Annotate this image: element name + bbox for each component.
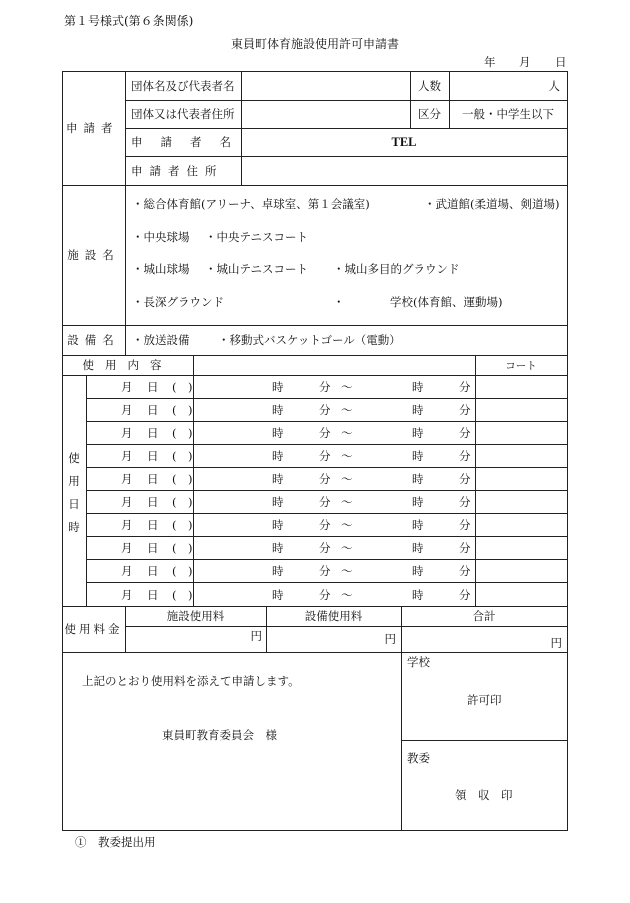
usage-tilde: 〜 — [341, 448, 353, 463]
usage-date-row[interactable] — [86, 421, 567, 444]
facility-school[interactable]: 学校(体育館、運動場) — [390, 295, 503, 309]
usage-end-hour: 時 — [412, 517, 424, 532]
facility-school-bullet: ・ — [333, 295, 345, 309]
usage-day: 日 — [147, 379, 159, 394]
usage-month: 月 — [121, 587, 133, 602]
usage-weekday: ( ) — [172, 425, 193, 440]
usage-start-hour: 時 — [272, 587, 284, 602]
usage-day: 日 — [147, 448, 159, 463]
form-number: 第１号様式(第６条関係) — [64, 14, 194, 28]
usage-start-minute: 分 — [319, 494, 331, 509]
usage-end-hour: 時 — [412, 379, 424, 394]
usage-weekday: ( ) — [172, 379, 193, 394]
group-name-field[interactable] — [242, 72, 409, 99]
usage-day: 日 — [147, 471, 159, 486]
permission-stamp: 許可印 — [467, 693, 502, 707]
usage-start-minute: 分 — [319, 471, 331, 486]
usage-month: 月 — [121, 540, 133, 555]
usage-start-hour: 時 — [272, 425, 284, 440]
category-options: 一般・中学生以下 — [462, 107, 554, 121]
equipment-basketball-goal[interactable]: ・移動式バスケットゴール（電動） — [218, 333, 401, 347]
applicant-address-field[interactable] — [242, 157, 566, 184]
usage-tilde: 〜 — [341, 425, 353, 440]
fee-section-label: 使用料金 — [64, 622, 123, 636]
declaration-text: 上記のとおり使用料を添えて申請します。 — [82, 674, 300, 688]
usage-date-row[interactable] — [86, 583, 567, 606]
usage-day: 日 — [147, 540, 159, 555]
equipment-section-label: 設備名 — [67, 333, 120, 347]
usage-end-hour: 時 — [412, 540, 424, 555]
school-label: 学校 — [407, 655, 430, 669]
usage-tilde: 〜 — [341, 563, 353, 578]
usage-month: 月 — [121, 425, 133, 440]
equipment-broadcast[interactable]: ・放送設備 — [132, 333, 190, 347]
category-label: 区分 — [418, 107, 441, 121]
group-name-label: 団体名及び代表者名 — [131, 78, 235, 93]
usage-start-minute: 分 — [319, 425, 331, 440]
usage-end-minute: 分 — [459, 563, 471, 578]
usage-end-minute: 分 — [459, 402, 471, 417]
usage-weekday: ( ) — [172, 448, 193, 463]
facility-budokan[interactable]: ・武道館(柔道場、剣道場) — [424, 197, 560, 211]
page-title: 東員町体育施設使用許可申請書 — [230, 37, 399, 51]
date-year: 年 — [484, 55, 496, 69]
headcount-unit: 人 — [548, 78, 560, 93]
usage-start-minute: 分 — [319, 587, 331, 602]
usage-tilde: 〜 — [341, 494, 353, 509]
usage-month: 月 — [121, 379, 133, 394]
usage-month: 月 — [121, 494, 133, 509]
usage-start-minute: 分 — [319, 379, 331, 394]
facility-shiroyama-ballpark[interactable]: ・城山球場 — [132, 262, 190, 276]
usage-content-label: 使用内容 — [82, 358, 173, 372]
usage-start-hour: 時 — [272, 540, 284, 555]
usage-weekday: ( ) — [172, 471, 193, 486]
usage-day: 日 — [147, 425, 159, 440]
usage-date-row[interactable] — [86, 444, 567, 467]
usage-tilde: 〜 — [341, 471, 353, 486]
footer-note: ① 教委提出用 — [75, 835, 156, 849]
usage-month: 月 — [121, 517, 133, 532]
facility-nagafuka-ground[interactable]: ・長深グラウンド — [132, 295, 224, 309]
usage-start-minute: 分 — [319, 448, 331, 463]
date-day: 日 — [555, 55, 567, 69]
applicant-address-label: 申請者住所 — [131, 163, 224, 178]
usage-weekday: ( ) — [172, 517, 193, 532]
usage-start-hour: 時 — [272, 471, 284, 486]
usage-end-hour: 時 — [412, 471, 424, 486]
usage-end-minute: 分 — [459, 517, 471, 532]
usage-date-row[interactable] — [86, 536, 567, 559]
usage-end-minute: 分 — [459, 448, 471, 463]
board-label: 教委 — [407, 751, 430, 765]
usage-start-hour: 時 — [272, 517, 284, 532]
facility-fee-label: 施設使用料 — [166, 609, 225, 623]
usage-date-row[interactable] — [86, 467, 567, 490]
usage-weekday: ( ) — [172, 563, 193, 578]
usage-tilde: 〜 — [341, 540, 353, 555]
facility-chuo-tennis[interactable]: ・中央テニスコート — [205, 230, 309, 244]
usage-month: 月 — [121, 563, 133, 578]
usage-date-row[interactable] — [86, 490, 567, 513]
usage-month: 月 — [121, 402, 133, 417]
usage-end-hour: 時 — [412, 563, 424, 578]
usage-tilde: 〜 — [341, 587, 353, 602]
usage-start-hour: 時 — [272, 563, 284, 578]
usage-tilde: 〜 — [341, 379, 353, 394]
usage-day: 日 — [147, 563, 159, 578]
applicant-name-label: 申請者名 — [131, 135, 249, 149]
usage-date-row[interactable] — [86, 513, 567, 536]
usage-start-minute: 分 — [319, 517, 331, 532]
usage-end-hour: 時 — [412, 425, 424, 440]
usage-weekday: ( ) — [172, 540, 193, 555]
usage-end-minute: 分 — [459, 471, 471, 486]
group-address-field[interactable] — [242, 101, 409, 127]
headcount-label: 人数 — [418, 78, 441, 93]
usage-start-hour: 時 — [272, 402, 284, 417]
court-label: コート — [505, 359, 537, 372]
usage-end-hour: 時 — [412, 587, 424, 602]
usage-start-minute: 分 — [319, 563, 331, 578]
usage-end-hour: 時 — [412, 402, 424, 417]
usage-end-minute: 分 — [459, 540, 471, 555]
usage-start-minute: 分 — [319, 402, 331, 417]
facility-chuo-ballpark[interactable]: ・中央球場 — [132, 230, 190, 244]
usage-day: 日 — [147, 517, 159, 532]
usage-end-hour: 時 — [412, 494, 424, 509]
usage-end-minute: 分 — [459, 425, 471, 440]
facility-shiroyama-ground[interactable]: ・城山多目的グラウンド — [333, 262, 460, 276]
usage-date-row[interactable] — [86, 375, 567, 398]
date-month: 月 — [519, 55, 531, 69]
usage-weekday: ( ) — [172, 587, 193, 602]
total-fee-field[interactable]: 円 — [550, 636, 562, 650]
usage-content-field[interactable] — [194, 356, 474, 374]
usage-start-minute: 分 — [319, 540, 331, 555]
usage-end-hour: 時 — [412, 448, 424, 463]
usage-datetime-label: 使 用 日 時 — [68, 451, 80, 534]
usage-end-minute: 分 — [459, 494, 471, 509]
addressee: 東員町教育委員会 様 — [162, 728, 277, 742]
receipt-stamp: 領 収 印 — [455, 788, 513, 802]
usage-start-hour: 時 — [272, 494, 284, 509]
usage-weekday: ( ) — [172, 494, 193, 509]
usage-month: 月 — [121, 448, 133, 463]
usage-day: 日 — [147, 494, 159, 509]
usage-end-minute: 分 — [459, 379, 471, 394]
usage-tilde: 〜 — [341, 402, 353, 417]
facility-gym[interactable]: ・総合体育館(アリーナ、卓球室、第１会議室) — [132, 197, 370, 211]
usage-day: 日 — [147, 587, 159, 602]
usage-weekday: ( ) — [172, 402, 193, 417]
total-fee-label: 合計 — [472, 609, 496, 623]
usage-end-minute: 分 — [459, 587, 471, 602]
equipment-fee-field[interactable]: 円 — [384, 632, 396, 646]
usage-start-hour: 時 — [272, 448, 284, 463]
group-address-label: 団体又は代表者住所 — [131, 107, 235, 121]
tel-label: TEL — [391, 134, 417, 149]
equipment-fee-label: 設備使用料 — [304, 609, 363, 623]
facility-section-label: 施設名 — [67, 248, 120, 262]
usage-start-hour: 時 — [272, 379, 284, 394]
usage-date-row[interactable] — [86, 559, 567, 582]
facility-shiroyama-tennis[interactable]: ・城山テニスコート — [205, 262, 309, 276]
usage-tilde: 〜 — [341, 517, 353, 532]
usage-day: 日 — [147, 402, 159, 417]
facility-fee-field[interactable]: 円 — [250, 629, 262, 643]
applicant-section-label: 申請者 — [66, 121, 119, 135]
usage-date-row[interactable] — [86, 398, 567, 421]
usage-month: 月 — [121, 471, 133, 486]
